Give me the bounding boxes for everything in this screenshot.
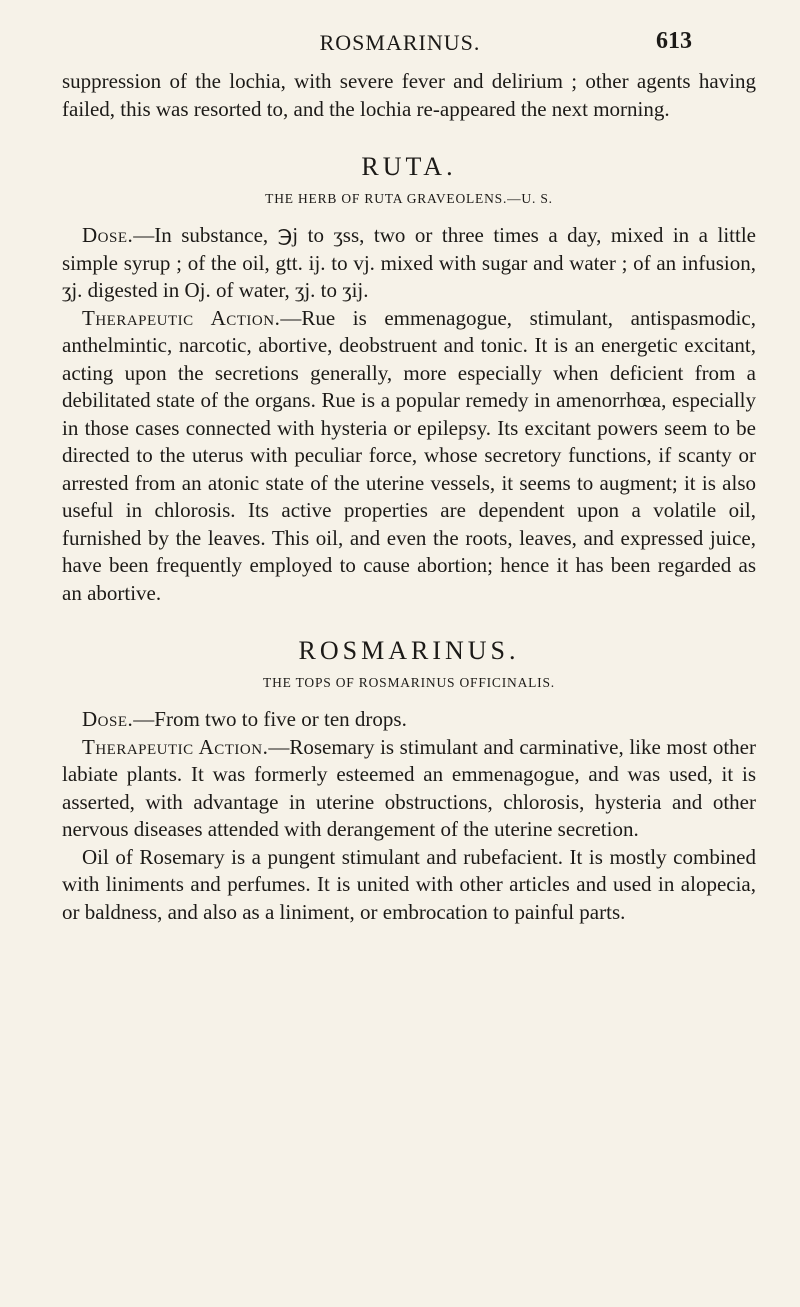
running-head (0, 28, 800, 58)
rosmarinus-therapeutic-text: —Rosemary is stimulant and carminative, like most other labiate plants. It was formerly esteemed an emmenagogue, and was used, it is asserted, with advantage in uterine obstructions, chlorosis, hysteria and other nervous diseases attended with derangement of the uterine secretion. (62, 734, 756, 841)
ruta-therapeutic-paragraph (62, 305, 756, 608)
ruta-therapeutic-text: —Rue is emmenagogue, stimulant, antispasmodic, anthelmintic, narcotic, abortive, deobstruent and tonic. It is an energetic excitant, acting upon the secretions generally, more especially when deficient from a debilitated state of the organs. Rue is a popular remedy in amenorrhœa, especially in those cases connected with hysteria or epilepsy. Its excitant powers seem to be directed to the uterus with peculiar force, whose secretory functions, if scanty or arrested from an atonic state of the uterine vessels, it seems to augment; it is also useful in chlorosis. Its active properties are dependent upon a volatile oil, furnished by the leaves. This oil, and even the roots, leaves, and expressed juice, have been frequently employed to cause abortion; hence it has been regarded as an abortive. (62, 305, 756, 605)
rosmarinus-oil-paragraph: Oil of Rosemary is a pungent stimulant and rubefacient. It is mostly combined with liniments and perfumes. It is united with other articles and used in alopecia, or baldness, and also as a liniment, or embrocation to painful parts. (62, 844, 756, 924)
ruta-dose-text: —In substance, ℈j to ʒss, two or three times a day, mixed in a little simple syrup ; of the oil, gtt. ij. to vj. mixed with sugar and water ; of an infusion, ʒj. digested in Oj. of water, ʒj. to ʒij. (62, 223, 756, 302)
rosmarinus-dose-label: Dose. (82, 707, 134, 731)
running-title: ROSMARINUS. (319, 30, 481, 55)
intro-paragraph: suppression of the lochia, with severe fever and delirium ; other agents having failed, this was resorted to, and the lochia re-appeared the next morning. (62, 69, 756, 121)
ruta-title: RUTA. (361, 152, 457, 181)
rosmarinus-title: ROSMARINUS. (298, 636, 520, 665)
ruta-dose-paragraph (62, 222, 756, 305)
body-text (62, 68, 756, 926)
ruta-subtitle: THE HERB OF RUTA GRAVEOLENS.—U. S. (265, 190, 553, 206)
page-number: 613 (656, 28, 692, 54)
rosmarinus-therapeutic-paragraph (62, 734, 756, 844)
rosmarinus-dose-paragraph (62, 706, 756, 734)
ruta-therapeutic-label: Therapeutic Action. (82, 305, 281, 330)
rosmarinus-dose-text: —From two to five or ten drops. (133, 707, 407, 731)
ruta-dose-label: Dose. (82, 223, 134, 247)
rosmarinus-subtitle: THE TOPS OF ROSMARINUS OFFICINALIS. (263, 674, 555, 690)
rosmarinus-therapeutic-label: Therapeutic Action. (82, 734, 269, 759)
